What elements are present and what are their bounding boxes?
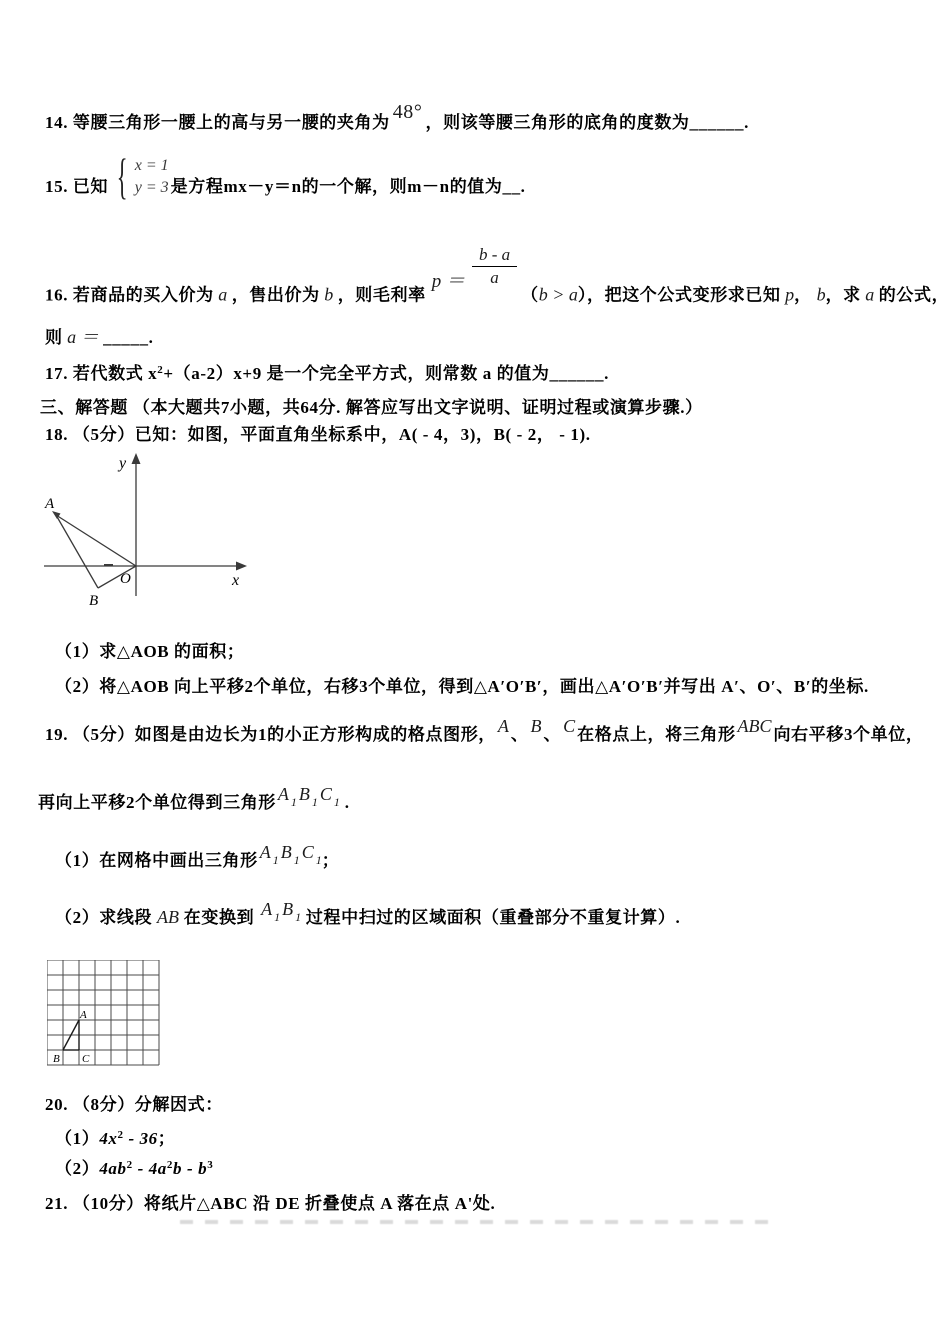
q16-condition: b > a xyxy=(538,284,578,305)
q19b-a1: A xyxy=(277,784,289,804)
q20s2-exp3: 3 xyxy=(207,1159,214,1171)
q14-text-tail: ，则该等腰三角形的底角的度数为______. xyxy=(425,113,749,132)
q20-part1-label: （1） xyxy=(55,1129,100,1148)
q16-var-p-equals: p ＝ xyxy=(431,271,465,293)
system-equation-row: y = 3 xyxy=(134,178,169,196)
q19s1-c1: C xyxy=(301,842,314,862)
q16-text-mid3: ），把这个公式变形求已知 xyxy=(577,285,781,305)
question-18-line xyxy=(45,423,591,447)
q16-text-mid2: ，则毛利率 xyxy=(337,285,426,305)
q17-text: 17. 若代数式 xyxy=(45,364,149,383)
question-14-line xyxy=(45,101,749,135)
q19s1-a1-sub: 1 xyxy=(272,853,279,867)
q19s2-mid: 在变换到 xyxy=(178,908,260,927)
question-17-line xyxy=(45,362,609,388)
q16-var-a: a xyxy=(213,284,232,305)
q19b-period: . xyxy=(339,793,350,812)
system-equation-row: x = 1 xyxy=(134,156,169,174)
origin-label: O xyxy=(120,571,131,587)
q19s2-a1-sub: 1 xyxy=(274,910,281,924)
q16-var-a2: a xyxy=(860,284,879,305)
segment-AO xyxy=(56,515,136,566)
q20s2-exp2: 2 xyxy=(166,1159,174,1171)
q15-equation-system xyxy=(110,148,169,204)
q20s1-term2: - 36 xyxy=(123,1129,158,1148)
q19-point-a: A xyxy=(497,716,509,736)
fraction-numerator: b - a xyxy=(472,245,517,267)
q19b-text: 再向上平移2个单位得到三角形 xyxy=(38,793,276,812)
question-19-part1 xyxy=(55,842,340,874)
y-axis-label: y xyxy=(119,455,127,472)
q20s1-tail: ； xyxy=(157,1129,176,1148)
grid-vertex-a-label: A xyxy=(80,1009,87,1021)
q19-dun2: 、 xyxy=(543,725,562,744)
q15-text: 15. 已知 xyxy=(45,177,109,196)
question-15-line xyxy=(45,148,526,204)
q16-comma1: ， xyxy=(794,285,817,305)
q16-var-b: b xyxy=(319,284,338,305)
q19s2-tail: 过程中扫过的区域面积（重叠部分不重复计算）. xyxy=(301,908,681,927)
q19s1-b1: B xyxy=(280,842,292,862)
question-18-part2 xyxy=(55,675,869,699)
question-18-part1 xyxy=(55,640,244,664)
y-axis-arrow-icon xyxy=(132,453,141,464)
q18-coordinate-figure xyxy=(36,448,251,613)
q16b-blank: _____. xyxy=(103,328,154,347)
q16-fraction xyxy=(472,245,517,289)
q20s2-term2: - 4a xyxy=(132,1159,167,1178)
q19b-b1: B xyxy=(298,784,310,804)
q18-part1: （1）求△AOB 的面积； xyxy=(55,642,245,661)
q16-var-p: p xyxy=(780,284,795,305)
q21-text: 21. （10分）将纸片△ABC 沿 DE 折叠使点 A 落在点 A'处. xyxy=(45,1194,496,1213)
q17-text-mid: 是一个完全平方式，则常数 xyxy=(266,364,483,383)
q16-text-tail: 的公式， xyxy=(878,285,950,305)
q14-text: 14. 等腰三角形一腰上的高与另一腰的夹角为 xyxy=(45,113,390,132)
q19s1-tail: ； xyxy=(321,851,340,870)
q15-text-mid1: 是方程 xyxy=(170,177,224,196)
q15-text-tail: 的值为__. xyxy=(449,177,526,196)
q19b-c1: C xyxy=(319,784,332,804)
x-axis-label: x xyxy=(232,572,240,589)
q15-text-mid2: 的一个解，则 xyxy=(301,177,408,196)
q19-text-tail: 向右平移3个单位， xyxy=(773,725,924,744)
q19-point-c: C xyxy=(563,716,576,736)
q20s1-exp: 2 xyxy=(117,1129,124,1141)
q16b-text: 则 xyxy=(45,328,63,347)
fraction-denominator: a xyxy=(490,268,499,288)
q19b-c1-sub: 1 xyxy=(333,795,340,809)
q19s2-b1: B xyxy=(282,899,294,919)
q16-text: 16. 若商品的买入价为 xyxy=(45,285,214,305)
q16-text-mid1: ，售出价为 xyxy=(231,285,320,305)
section-3-header xyxy=(40,396,703,420)
section3-title: 三、解答题 （本大题共7小题，共64分. 解答应写出文字说明、证明过程或演算步骤.） xyxy=(40,398,703,417)
vertex-a-label: A xyxy=(45,496,55,512)
system-equations xyxy=(135,155,169,199)
q17-term-x: x xyxy=(148,364,158,383)
q19s2-b1-sub: 1 xyxy=(295,910,302,924)
cutoff-next-line-fragment xyxy=(180,1220,770,1224)
q19s1-a1: A xyxy=(259,842,271,862)
q17-exp-2: 2 xyxy=(157,364,164,376)
question-19-line2 xyxy=(38,784,350,816)
question-19-line1 xyxy=(45,716,924,747)
q16-text-mid4: ，求 xyxy=(825,285,861,305)
q19-part2: （2）求线段 xyxy=(55,908,157,927)
q19-part1: （1）在网格中画出三角形 xyxy=(55,851,258,870)
q19-point-b: B xyxy=(530,716,542,736)
q20s2-exp1: 2 xyxy=(126,1159,133,1171)
question-20-part1 xyxy=(55,1127,175,1153)
q20s2-term3: b - b xyxy=(173,1159,208,1178)
x-axis-arrow-icon xyxy=(236,562,247,571)
q15-expression: m－n xyxy=(407,177,450,196)
q19-dun1: 、 xyxy=(510,725,529,744)
q17-polynomial: +（a-2）x+9 xyxy=(163,364,267,383)
question-21-line xyxy=(45,1192,495,1216)
q16-var-b2: b xyxy=(816,284,826,305)
q19s2-ab: AB xyxy=(156,907,179,927)
q16b-var: a ＝ xyxy=(62,327,104,347)
q18-part2: （2）将△AOB 向上平移2个单位，右移3个单位，得到△A′O′B′，画出△A′O′B′并写出 A′、O′、B′的坐标. xyxy=(55,677,869,696)
question-16-line1 xyxy=(45,245,950,307)
q20-text: 20. （8分）分解因式： xyxy=(45,1095,223,1114)
q17-const-a: a xyxy=(482,364,492,383)
q15-equation: mx－y＝n xyxy=(223,177,302,196)
system-brace: { xyxy=(116,148,128,204)
q19s1-c1-sub: 1 xyxy=(315,853,322,867)
q16-paren-open: （ xyxy=(521,285,539,305)
q20s1-term1: 4x xyxy=(99,1129,118,1148)
q19s2-a1: A xyxy=(261,899,273,919)
grid-vertex-b-label: B xyxy=(53,1053,60,1065)
question-19-part2 xyxy=(55,899,681,931)
q19b-a1-sub: 1 xyxy=(290,795,297,809)
q20s2-term1: 4ab xyxy=(99,1159,127,1178)
question-16-line2 xyxy=(45,325,153,350)
q17-text-tail: 的值为______. xyxy=(491,364,609,383)
q19-text-mid: 在格点上，将三角形 xyxy=(577,725,736,744)
segment-AB xyxy=(56,515,98,588)
q18-text: 18. （5分）已知：如图，平面直角坐标系中， xyxy=(45,425,399,444)
q19-grid-figure xyxy=(47,960,165,1067)
q14-angle-value: 48° xyxy=(392,101,423,123)
q19-triangle-abc: ABC xyxy=(737,716,772,736)
q19s1-b1-sub: 1 xyxy=(293,853,300,867)
question-20-part2 xyxy=(55,1157,213,1183)
q19b-b1-sub: 1 xyxy=(311,795,318,809)
vertex-b-label: B xyxy=(89,593,99,609)
q19-text: 19. （5分）如图是由边长为1的小正方形构成的格点图形， xyxy=(45,725,496,744)
q20-part2-label: （2） xyxy=(55,1159,100,1178)
question-20-line xyxy=(45,1093,223,1117)
grid-vertex-c-label: C xyxy=(82,1053,90,1065)
q18-coordinates: A( - 4，3)，B( - 2， - 1). xyxy=(398,425,591,444)
